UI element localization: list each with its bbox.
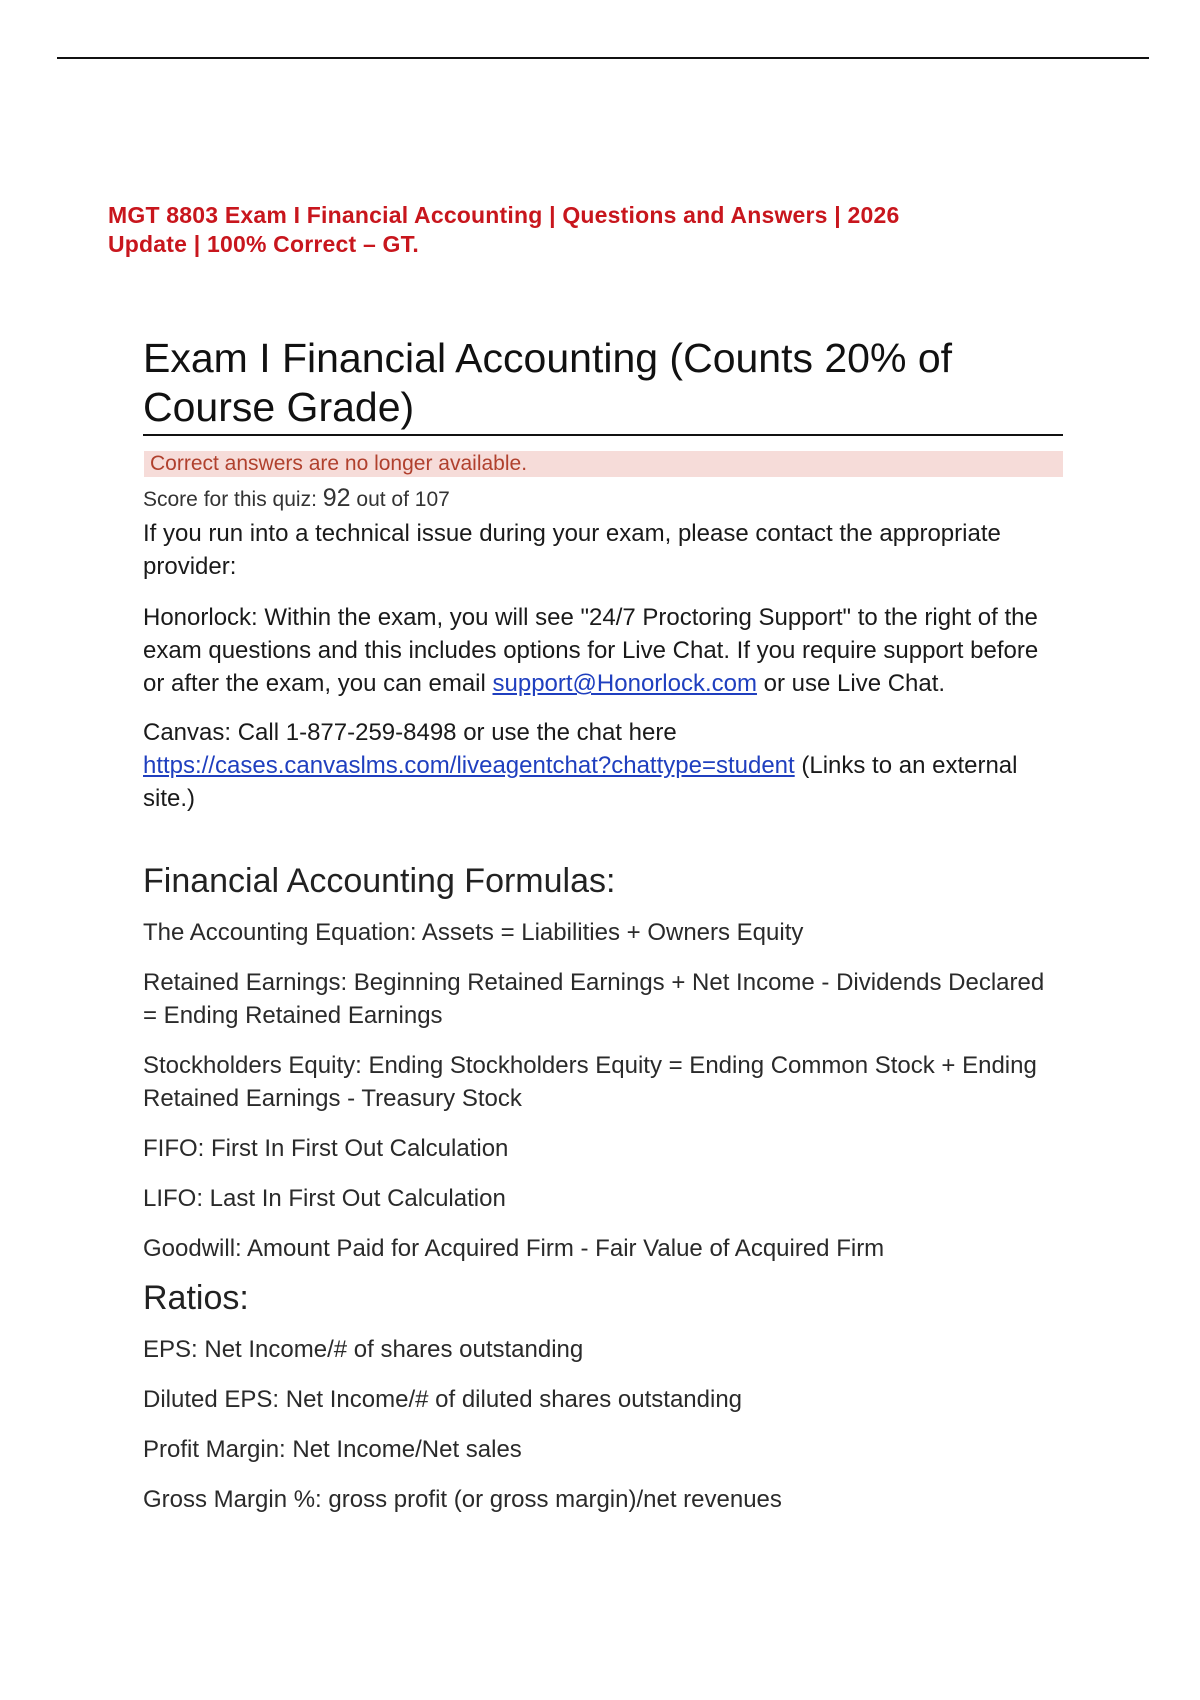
formula-retained-earnings: Retained Earnings: Beginning Retained Earnings + Net Income - Dividends Declared = Ending Retained Earnings	[143, 969, 1045, 1029]
formulas-list	[143, 916, 1063, 1265]
honorlock-support	[143, 601, 1063, 700]
ratios-heading: Ratios:	[143, 1279, 249, 1317]
honorlock-email-link[interactable]: support@Honorlock.com	[492, 670, 757, 697]
score-label: Score for this quiz:	[143, 488, 323, 511]
formulas-heading: Financial Accounting Formulas:	[143, 862, 616, 900]
formula-accounting-equation: The Accounting Equation: Assets = Liabilities + Owners Equity	[143, 919, 804, 946]
ratio-gross-margin: Gross Margin %: gross profit (or gross margin)/net revenues	[143, 1486, 782, 1513]
ratio-eps: EPS: Net Income/# of shares outstanding	[143, 1336, 584, 1363]
ratios-list	[143, 1333, 1063, 1516]
answers-unavailable-notice: Correct answers are no longer available.	[144, 451, 1063, 477]
quiz-title-line2: Course Grade)	[143, 384, 415, 430]
quiz-content	[143, 334, 1063, 1516]
quiz-title	[143, 334, 1063, 436]
quiz-title-line1: Exam I Financial Accounting (Counts 20% of	[143, 335, 953, 381]
document-header-line1: MGT 8803 Exam I Financial Accounting | Questions and Answers | 2026	[108, 202, 900, 228]
formula-lifo: LIFO: Last In First Out Calculation	[143, 1185, 506, 1212]
top-rule	[57, 57, 1149, 59]
formula-goodwill: Goodwill: Amount Paid for Acquired Firm - Fair Value of Acquired Firm	[143, 1235, 885, 1262]
canvas-chat-link[interactable]: https://cases.canvaslms.com/liveagentchat?chattype=student	[143, 752, 795, 779]
score-value: 92	[322, 484, 351, 512]
honorlock-text: Honorlock: Within the exam, you will see "24/7 Proctoring Support" to the right of the exam questions and this includes options for Live Chat. If you require support before or after the exam, you can email	[143, 604, 1039, 697]
formula-stockholders-equity: Stockholders Equity: Ending Stockholders Equity = Ending Common Stock + Ending Retained Earnings - Treasury Stock	[143, 1052, 1037, 1112]
technical-issue-text: If you run into a technical issue during your exam, please contact the appropriate provider:	[143, 520, 1001, 580]
honorlock-after-text: or use Live Chat.	[756, 670, 946, 697]
score-suffix: out of 107	[350, 488, 450, 511]
canvas-support	[143, 716, 1063, 815]
document-header	[108, 201, 1068, 259]
canvas-text: Canvas: Call 1-877-259-8498 or use the chat here	[143, 719, 677, 746]
document-header-line2: Update | 100% Correct – GT.	[108, 231, 419, 257]
ratio-profit-margin: Profit Margin: Net Income/Net sales	[143, 1436, 522, 1463]
formula-fifo: FIFO: First In First Out Calculation	[143, 1135, 509, 1162]
quiz-score	[143, 483, 1063, 515]
canvas-after-text: (Links to an external site.)	[143, 752, 1018, 812]
ratio-diluted-eps: Diluted EPS: Net Income/# of diluted shares outstanding	[143, 1386, 743, 1413]
